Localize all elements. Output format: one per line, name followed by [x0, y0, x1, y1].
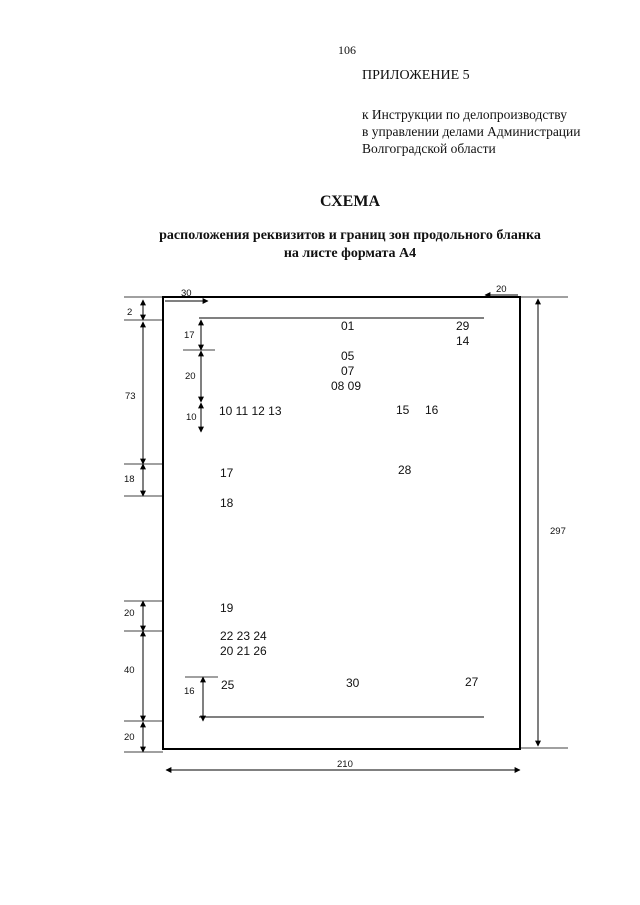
- requisite-code-01: 01: [341, 319, 355, 333]
- requisite-codes-20-26: 20 21 26: [220, 644, 267, 658]
- requisite-code-29: 29: [456, 319, 470, 333]
- dim-label-inner-17: 17: [184, 330, 195, 341]
- document-title: СХЕМА: [319, 193, 381, 210]
- requisite-code-17: 17: [220, 466, 234, 480]
- appendix-label: ПРИЛОЖЕНИЕ 5: [362, 68, 470, 83]
- requisite-code-16: 16: [425, 403, 439, 417]
- instruction-line-3: Волгоградской области: [362, 141, 496, 156]
- dim-label-18: 18: [124, 474, 135, 485]
- requisite-code-15: 15: [396, 403, 410, 417]
- page-number: 106: [338, 43, 356, 57]
- requisite-code-07: 07: [341, 364, 355, 378]
- requisite-code-18: 18: [220, 496, 234, 510]
- dim-label-top-left: 30: [181, 288, 192, 299]
- requisite-code-05: 05: [341, 349, 355, 363]
- requisite-codes-22-24: 22 23 24: [220, 629, 267, 643]
- subtitle-line-1: расположения реквизитов и границ зон продольного бланка: [159, 228, 541, 243]
- dim-label-2: 2: [127, 307, 133, 318]
- requisite-code-25: 25: [221, 678, 235, 692]
- dim-label-20a: 20: [124, 608, 135, 619]
- requisite-code-14: 14: [456, 334, 470, 348]
- dim-label-73: 73: [125, 391, 136, 402]
- requisite-code-19: 19: [220, 601, 234, 615]
- instruction-line-2: в управлении делами Администрации: [362, 124, 581, 139]
- instruction-line-1: к Инструкции по делопроизводству: [362, 107, 567, 122]
- requisite-code-27: 27: [465, 675, 479, 689]
- dim-label-inner-20: 20: [185, 371, 196, 382]
- dim-label-40: 40: [124, 665, 135, 676]
- dim-label-top-right: 20: [496, 284, 507, 295]
- dim-label-20b: 20: [124, 732, 135, 743]
- requisite-code-30: 30: [346, 676, 360, 690]
- dim-label-210: 210: [337, 759, 353, 770]
- requisite-codes-10-13: 10 11 12 13: [219, 404, 282, 418]
- dim-label-inner-10: 10: [186, 412, 197, 423]
- requisite-code-28: 28: [398, 463, 412, 477]
- dim-label-297: 297: [550, 526, 566, 537]
- dim-label-inner-16: 16: [184, 686, 195, 697]
- requisite-code-08-09: 08 09: [331, 379, 362, 393]
- subtitle-line-2: на листе формата А4: [283, 246, 417, 261]
